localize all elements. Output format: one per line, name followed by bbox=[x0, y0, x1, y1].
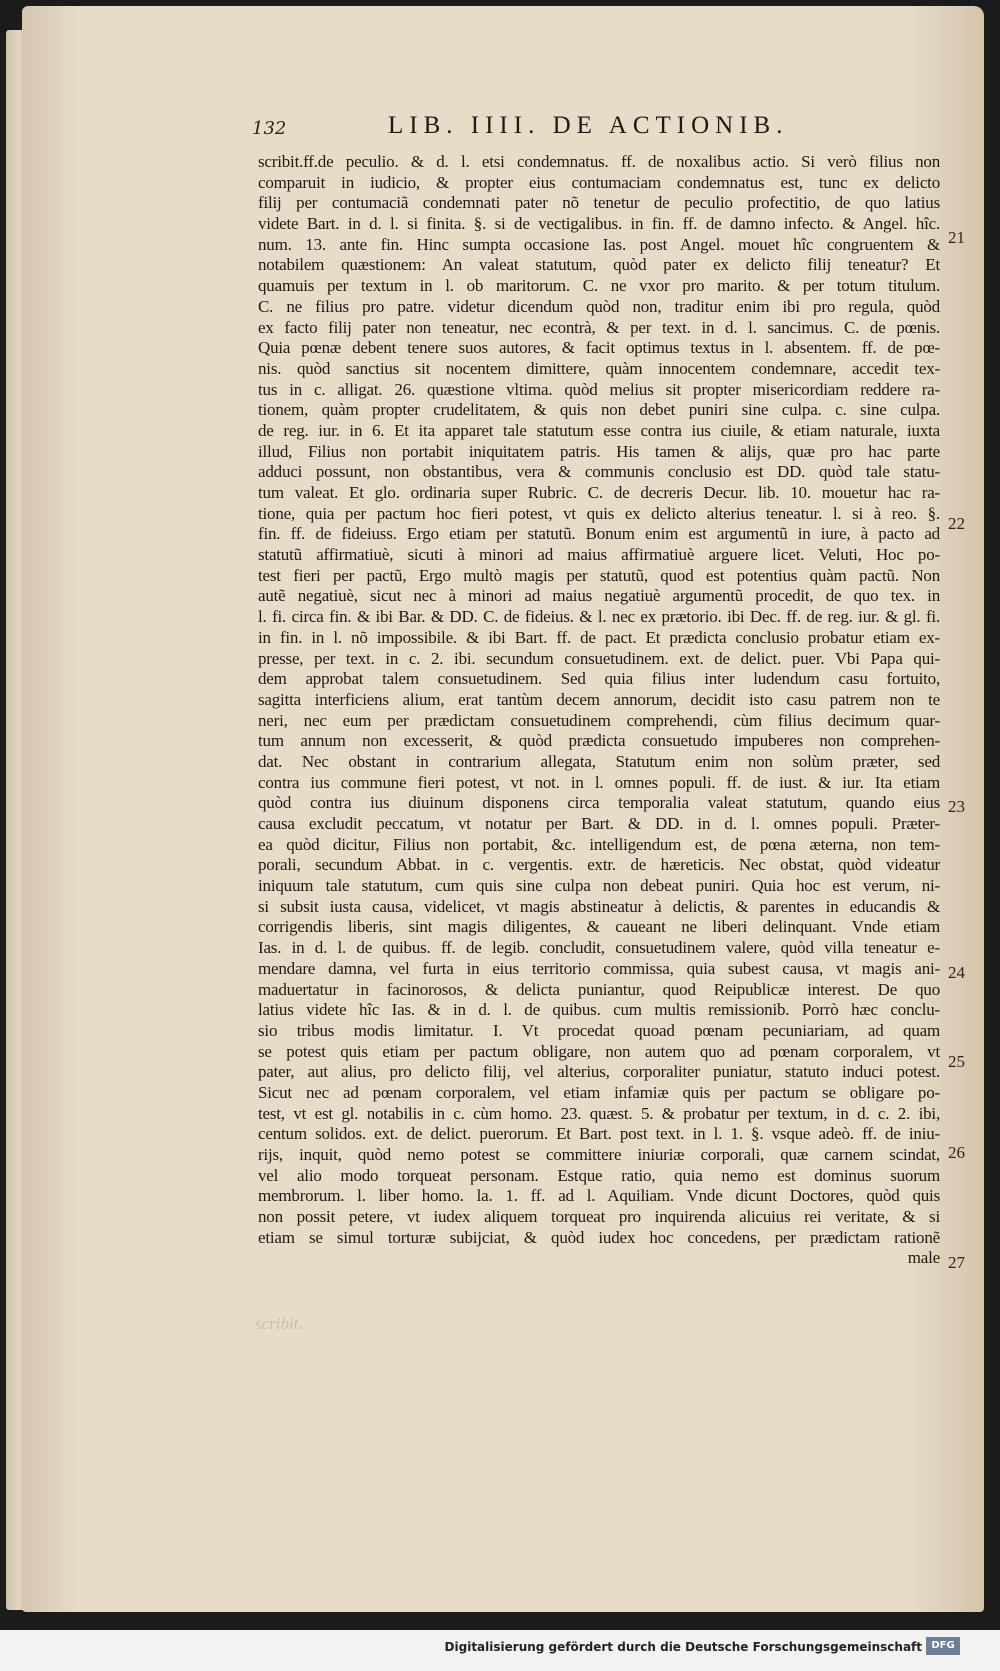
text-line: scribit.ff.de peculio. & d. l. etsi condemnatus. ff. de noxalibus actio. Si verò filius non bbox=[258, 152, 940, 171]
text-line: autẽ negatiuè, sicut nec à minori ad maius negatiuè argumentũ procedit, de quo tex. in bbox=[258, 586, 940, 606]
margin-number: 27 bbox=[948, 1253, 965, 1272]
text-column bbox=[258, 152, 940, 1269]
margin-number: 25 bbox=[948, 1052, 965, 1071]
text-line: tus in c. alligat. 26. quæstione vltima. quòd melius sit propter misericordiam reddere ra- bbox=[258, 379, 940, 399]
text-line: membrorum. l. liber homo. la. 1. ff. ad l. Aquiliam. Vnde dicunt Doctores, quòd quis bbox=[258, 1186, 940, 1206]
text-line: centum solidos. ext. de delict. puerorum. Et Bart. post text. in l. 1. §. vsque adeò. ff. de iniu- bbox=[258, 1124, 940, 1144]
text-line: ex facto filij pater non teneatur, nec econtrà, & per text. in d. l. sancimus. C. de pœnis. bbox=[258, 317, 940, 337]
text-line: dat. Nec obstant in contrarium allegata, Statutum enim non solùm præter, sed bbox=[258, 751, 940, 771]
text-line: adduci possunt, non obstantibus, vera & communis conclusio est DD. quòd tale statu- bbox=[258, 462, 940, 482]
digitization-credit: Digitalisierung gefördert durch die Deutsche Forschungsgemeinschaft bbox=[444, 1640, 922, 1654]
text-line: tione, quia per pactum hoc fieri potest, vt quis ex delicto alterius teneatur. l. si à reo. §. bbox=[258, 503, 940, 523]
text-line: dem approbat talem consuetudinem. Sed quia filius inter ludendum casu fortuito, bbox=[258, 669, 940, 689]
text-line: rijs, inquit, quòd nemo potest se committere iniuriæ corporali, quæ carnem scindat, bbox=[258, 1145, 940, 1164]
text-line: sagitta interficiens alium, erat tantùm decem annorum, decidit isto casu patrem non te bbox=[258, 689, 940, 709]
text-line: de reg. iur. in 6. Et ita apparet tale statutum esse contra ius ciuile, & etiam naturale, iuxta bbox=[258, 420, 940, 440]
text-line: latius videte hîc Ias. & in d. l. de quibus. cum multis remissionib. Porrò hæc conclu- bbox=[258, 1000, 940, 1020]
text-line: notabilem quæstionem: An valeat statutum, quòd pater ex delicto filij teneatur? Et bbox=[258, 255, 940, 275]
text-line: videte Bart. in d. l. si finita. §. si de vectigalibus. in fin. ff. de damno infecto. & Angel. hîc. bbox=[258, 214, 940, 234]
text-line: Sicut nec ad pœnam corporalem, vel etiam infamiæ quis per pactum se obligare po- bbox=[258, 1082, 940, 1102]
text-line: illud, Filius non portabit iniquitatem patris. His tamen & alijs, quæ pro hac parte bbox=[258, 441, 940, 461]
margin-number: 22 bbox=[948, 514, 965, 533]
page-number: 132 bbox=[252, 118, 287, 139]
text-line: porali, secundum Abbat. in c. vergentis. extr. de hæreticis. Nec obstat, quòd videatur bbox=[258, 855, 940, 875]
text-line: causa excludit peccatum, vt notatur per Bart. & DD. in d. l. omnes populi. Præter- bbox=[258, 814, 940, 833]
text-line: comparuit in iudicio, & propter eius contumaciam condemnatus est, tunc ex delicto bbox=[258, 172, 940, 192]
text-line: in fin. in l. nõ impossibile. & ibi Bart. ff. de pact. Et prædicta conclusio probatur etiam ex- bbox=[258, 627, 940, 647]
text-line: non possit petere, vt iudex aliquem torqueat pro inquirenda alicuius rei veritate, & si bbox=[258, 1207, 940, 1227]
text-line: test fieri per pactũ, Ergo multò magis per statutũ, quod est potentius quàm pactũ. Non bbox=[258, 565, 940, 585]
margin-number: 23 bbox=[948, 797, 965, 816]
dfg-logo: DFG bbox=[926, 1637, 960, 1655]
margin-number: 24 bbox=[948, 963, 965, 982]
running-head: LIB. IIII. DE ACTIONIB. bbox=[388, 112, 789, 139]
margin-number: 21 bbox=[948, 228, 965, 247]
footer-bar bbox=[0, 1630, 1000, 1671]
text-line: filij per contumaciã condemnati pater nõ tenetur de peculio profectitio, de quo latius bbox=[258, 193, 940, 213]
text-line: ea quòd dicitur, Filius non portabit, &c. intelligendum est, de pœna æterna, non tem- bbox=[258, 834, 940, 854]
text-line: Ias. in d. l. de quibus. ff. de legib. concludit, consuetudinem valere, quòd villa teneatur e- bbox=[258, 938, 940, 958]
text-line: quòd contra ius diuinum disponens circa temporalia valeat statutum, quando eius bbox=[258, 793, 940, 813]
text-line: tum valeat. Et glo. ordinaria super Rubric. C. de decreris Decur. lib. 10. mouetur hac ra- bbox=[258, 483, 940, 502]
text-line: statutũ affirmatiuè, sicuti à minori ad maius affirmatiuè arguere licet. Veluti, Hoc po- bbox=[258, 545, 940, 565]
text-line: num. 13. ante fin. Hinc sumpta occasione Ias. post Angel. mouet hîc congruentem & bbox=[258, 234, 940, 254]
text-line: vel alio modo torqueat personam. Estque ratio, quia nemo est dominus suorum bbox=[258, 1165, 940, 1185]
bleed-through-text: scribit. bbox=[255, 1314, 303, 1333]
text-line: tum annum non excesserit, & quòd prædicta consuetudo impuberes non comprehen- bbox=[258, 731, 940, 751]
text-line: C. ne filius pro patre. videtur dicendum quòd non, traditur enim ibi pro regula, quòd bbox=[258, 296, 940, 316]
text-line: test, vt est gl. notabilis in c. cùm homo. 23. quæst. 5. & probatur per textum, in d. c. 2. ibi, bbox=[258, 1103, 940, 1123]
text-line: sio tribus modis limitatur. I. Vt procedat quoad pœnam pecuniariam, ad quam bbox=[258, 1020, 940, 1040]
margin-number: 26 bbox=[948, 1143, 965, 1162]
text-line: quamuis per textum in l. ob maritorum. C. ne vxor pro marito. & per totum titulum. bbox=[258, 276, 940, 296]
text-line: Quia pœnæ debent tenere suos autores, & facit optimus textus in l. absentem. ff. de pœ- bbox=[258, 338, 940, 358]
text-line: neri, nec eum per prædictam consuetudinem comprehendi, cùm filius decimum quar- bbox=[258, 710, 940, 730]
text-line: corrigendis liberis, sint magis diligentes, & caueant ne liberi delinquant. Vnde etiam bbox=[258, 917, 940, 937]
text-line: pater, aut alius, pro delicto filij, vel alterius, corporaliter puniatur, statuto induci potest. bbox=[258, 1062, 940, 1082]
text-line: mendare damna, vel furta in eius territorio commissa, quia subest causa, vt magis ani- bbox=[258, 958, 940, 978]
text-line: presse, per text. in c. 2. ibi. secundum consuetudinem. ext. de delict. puer. Vbi Papa qui- bbox=[258, 648, 940, 668]
text-line: etiam se simul torturæ subijciat, & quòd iudex hoc concedens, per prædictam rationẽ bbox=[258, 1227, 940, 1247]
text-line: si subsit iusta causa, videlicet, vt magis abstineatur à delictis, & parentes in educandis & bbox=[258, 896, 940, 916]
text-line: contra ius commune fieri potest, vt not. in l. omnes populi. ff. de iust. & iur. Ita etiam bbox=[258, 772, 940, 792]
text-line: nis. quòd sanctius sit nocentem dimittere, quàm innocentem condemnare, accedit tex- bbox=[258, 358, 940, 378]
text-line: l. fi. circa fin. & ibi Bar. & DD. C. de fideius. & l. nec ex prætorio. ibi Dec. ff. de reg. iur. & gl. fi. bbox=[258, 607, 940, 627]
text-line: iniquum tale statutum, cum quis sine culpa non debeat puniri. Quia hoc est verum, ni- bbox=[258, 876, 940, 896]
text-line: male bbox=[907, 1248, 940, 1268]
text-line: se potest quis etiam per pactum obligare, non autem quo ad pœnam corporalem, vt bbox=[258, 1041, 940, 1061]
text-line: tionem, quàm propter crudelitatem, & quis non debet puniri sine culpa. c. sine culpa. bbox=[258, 400, 940, 420]
text-line: fin. ff. de fideiuss. Ergo etiam per statutũ. Bonum enim est argumentũ in iure, à pacto ad bbox=[258, 524, 940, 544]
text-line: maduertatur in facinorosos, & delicta puniantur, quod Reipublicæ interest. De quo bbox=[258, 979, 940, 999]
